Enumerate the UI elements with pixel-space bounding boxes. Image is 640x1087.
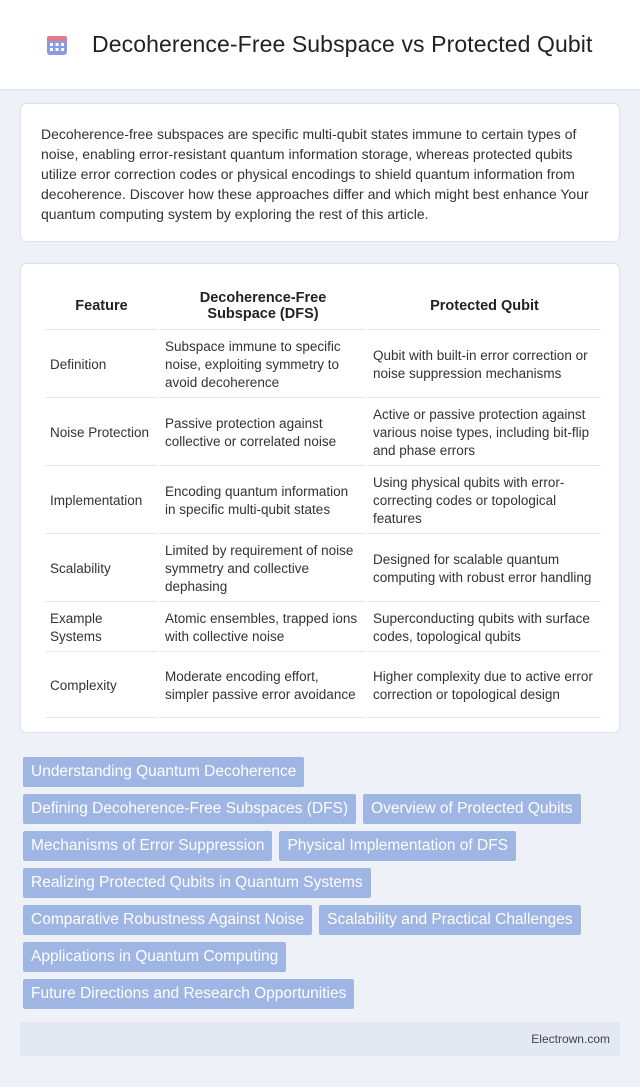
- table-cell-protected: Qubit with built-in error correction or noise suppression mechanisms: [368, 332, 601, 398]
- table-row: [45, 536, 601, 602]
- table-row: [45, 332, 601, 398]
- header-feature: Feature: [45, 282, 158, 330]
- table-cell-dfs: Passive protection against collective or correlated noise: [160, 400, 366, 466]
- table-cell-feature: Implementation: [45, 468, 158, 534]
- table-cell-dfs: Subspace immune to specific noise, exploiting symmetry to avoid decoherence: [160, 332, 366, 398]
- table-cell-feature: Definition: [45, 332, 158, 398]
- table-row: [45, 604, 601, 652]
- topic-tags: [23, 757, 623, 1009]
- calendar-grid-icon: [44, 32, 70, 58]
- page-title: Decoherence-Free Subspace vs Protected Qubit: [92, 31, 593, 57]
- table-cell-protected: Active or passive protection against various noise types, including bit-flip and phase errors: [368, 400, 601, 466]
- table-header-row: [45, 282, 601, 330]
- table-cell-protected: Superconducting qubits with surface codes, topological qubits: [368, 604, 601, 652]
- table-cell-dfs: Limited by requirement of noise symmetry and collective dephasing: [160, 536, 366, 602]
- page-header: [0, 0, 640, 90]
- tag-defining-dfs[interactable]: Defining Decoherence-Free Subspaces (DFS): [23, 794, 356, 824]
- tag-error-suppression[interactable]: Mechanisms of Error Suppression: [23, 831, 272, 861]
- table-cell-feature: Example Systems: [45, 604, 158, 652]
- table-cell-feature: Complexity: [45, 654, 158, 718]
- table-cell-protected: Using physical qubits with error-correcting codes or topological features: [368, 468, 601, 534]
- tag-scalability-challenges[interactable]: Scalability and Practical Challenges: [319, 905, 581, 935]
- intro-text: Decoherence-free subspaces are specific multi-qubit states immune to certain types of noise, enabling error-resistant quantum information storage, whereas protected qubits utilize error correction codes or physical encodings to shield quantum information from decoherence. Discover how these approaches differ and which might best enhance Your quantum computing system by exploring the rest of this article.: [41, 126, 589, 222]
- footer: [20, 1022, 620, 1056]
- intro-card: [20, 103, 620, 242]
- table-cell-feature: Scalability: [45, 536, 158, 602]
- comparison-table: [43, 280, 603, 720]
- tag-realizing-protected-qubits[interactable]: Realizing Protected Qubits in Quantum Systems: [23, 868, 371, 898]
- table-row: [45, 468, 601, 534]
- tag-overview-protected-qubits[interactable]: Overview of Protected Qubits: [363, 794, 581, 824]
- table-row: [45, 400, 601, 466]
- table-cell-protected: Designed for scalable quantum computing with robust error handling: [368, 536, 601, 602]
- tag-applications[interactable]: Applications in Quantum Computing: [23, 942, 286, 972]
- comparison-card: [20, 263, 620, 733]
- tag-future-directions[interactable]: Future Directions and Research Opportunities: [23, 979, 354, 1009]
- table-row: [45, 654, 601, 718]
- tag-comparative-robustness[interactable]: Comparative Robustness Against Noise: [23, 905, 312, 935]
- table-cell-dfs: Moderate encoding effort, simpler passive error avoidance: [160, 654, 366, 718]
- footer-site-name: Electrown.com: [531, 1032, 610, 1046]
- header-dfs: Decoherence-Free Subspace (DFS): [160, 282, 366, 330]
- tag-physical-implementation-dfs[interactable]: Physical Implementation of DFS: [279, 831, 516, 861]
- table-cell-dfs: Atomic ensembles, trapped ions with collective noise: [160, 604, 366, 652]
- tag-understanding-decoherence[interactable]: Understanding Quantum Decoherence: [23, 757, 304, 787]
- header-protected-qubit: Protected Qubit: [368, 282, 601, 330]
- table-cell-dfs: Encoding quantum information in specific multi-qubit states: [160, 468, 366, 534]
- table-cell-feature: Noise Protection: [45, 400, 158, 466]
- table-cell-protected: Higher complexity due to active error correction or topological design: [368, 654, 601, 718]
